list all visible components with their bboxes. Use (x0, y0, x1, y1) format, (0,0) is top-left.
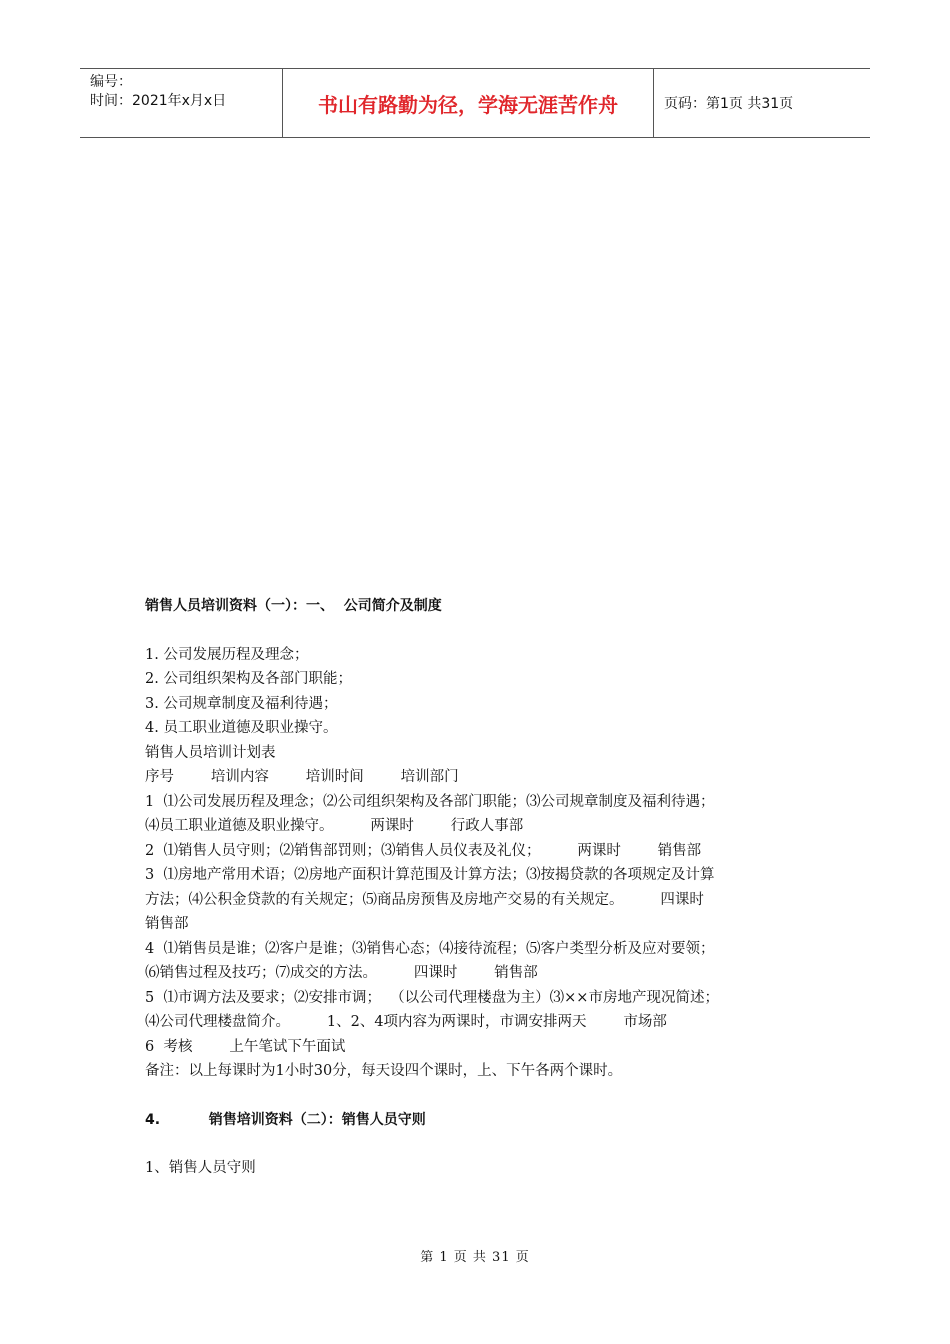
plan-row: ⑷公司代理楼盘简介。 1、2、4项内容为两课时，市调安排两天 市场部 (145, 1014, 667, 1030)
plan-row: 销售部 (145, 916, 189, 932)
plan-row: 3 ⑴房地产常用术语；⑵房地产面积计算范围及计算方法；⑶按揭贷款的各项规定及计算 (145, 867, 715, 883)
plan-row: 6 考核 上午笔试下午面试 (145, 1038, 346, 1055)
plan-note: 备注：以上每课时为1小时30分，每天设四个课时，上、下午各两个课时。 (145, 1063, 623, 1079)
header-meta-cell (80, 69, 282, 137)
header-table (80, 68, 870, 138)
list-item: 2. 公司组织架构及各部门职能； (145, 671, 352, 687)
list-item: 1. 公司发展历程及理念； (145, 646, 309, 663)
section1-title: 销售人员培训资料（一）：一、 公司简介及制度 (145, 598, 442, 614)
number-label: 编号： (90, 74, 132, 90)
page-footer: 第 1 页 共 31 页 (420, 1250, 530, 1265)
plan-row: ⑹销售过程及技巧；⑺成交的方法。 四课时 销售部 (145, 965, 538, 981)
list-item: 4. 员工职业道德及职业操守。 (145, 720, 338, 736)
page-info: 页码：第1页 共31页 (664, 96, 794, 112)
plan-row: 2 ⑴销售人员守则；⑵销售部罚则；⑶销售人员仪表及礼仪； 两课时 销售部 (145, 842, 702, 859)
plan-row: ⑷员工职业道德及职业操守。 两课时 行政人事部 (145, 818, 524, 834)
motto-text: 书山有路勤为径，学海无涯苦作舟 (318, 92, 618, 117)
plan-title: 销售人员培训计划表 (145, 744, 276, 761)
plan-row: 1 ⑴公司发展历程及理念；⑵公司组织架构及各部门职能；⑶公司规章制度及福利待遇； (145, 793, 715, 810)
header-page-cell (654, 69, 870, 137)
section2-title: 4. 销售培训资料（二）：销售人员守则 (145, 1111, 426, 1128)
header-motto-cell (282, 69, 654, 137)
spacer (145, 619, 815, 643)
list-item: 3. 公司规章制度及福利待遇； (145, 695, 338, 712)
plan-row: 4 ⑴销售员是谁；⑵客户是谁；⑶销售心态；⑷接待流程；⑸客户类型分析及应对要领； (145, 940, 715, 957)
section2-first-item: 1、销售人员守则 (145, 1160, 256, 1176)
document-body (145, 594, 815, 1181)
time-label: 时间：2021年x月x日 (90, 93, 227, 109)
plan-row: 方法；⑷公积金贷款的有关规定；⑸商品房预售及房地产交易的有关规定。 四课时 (145, 891, 704, 908)
spacer (145, 1084, 815, 1108)
plan-row: 5 ⑴市调方法及要求；⑵安排市调； （以公司代理楼盘为主）⑶××市房地产现况简述； (145, 989, 719, 1006)
spacer (145, 1132, 815, 1156)
plan-header: 序号 培训内容 培训时间 培训部门 (145, 769, 459, 785)
